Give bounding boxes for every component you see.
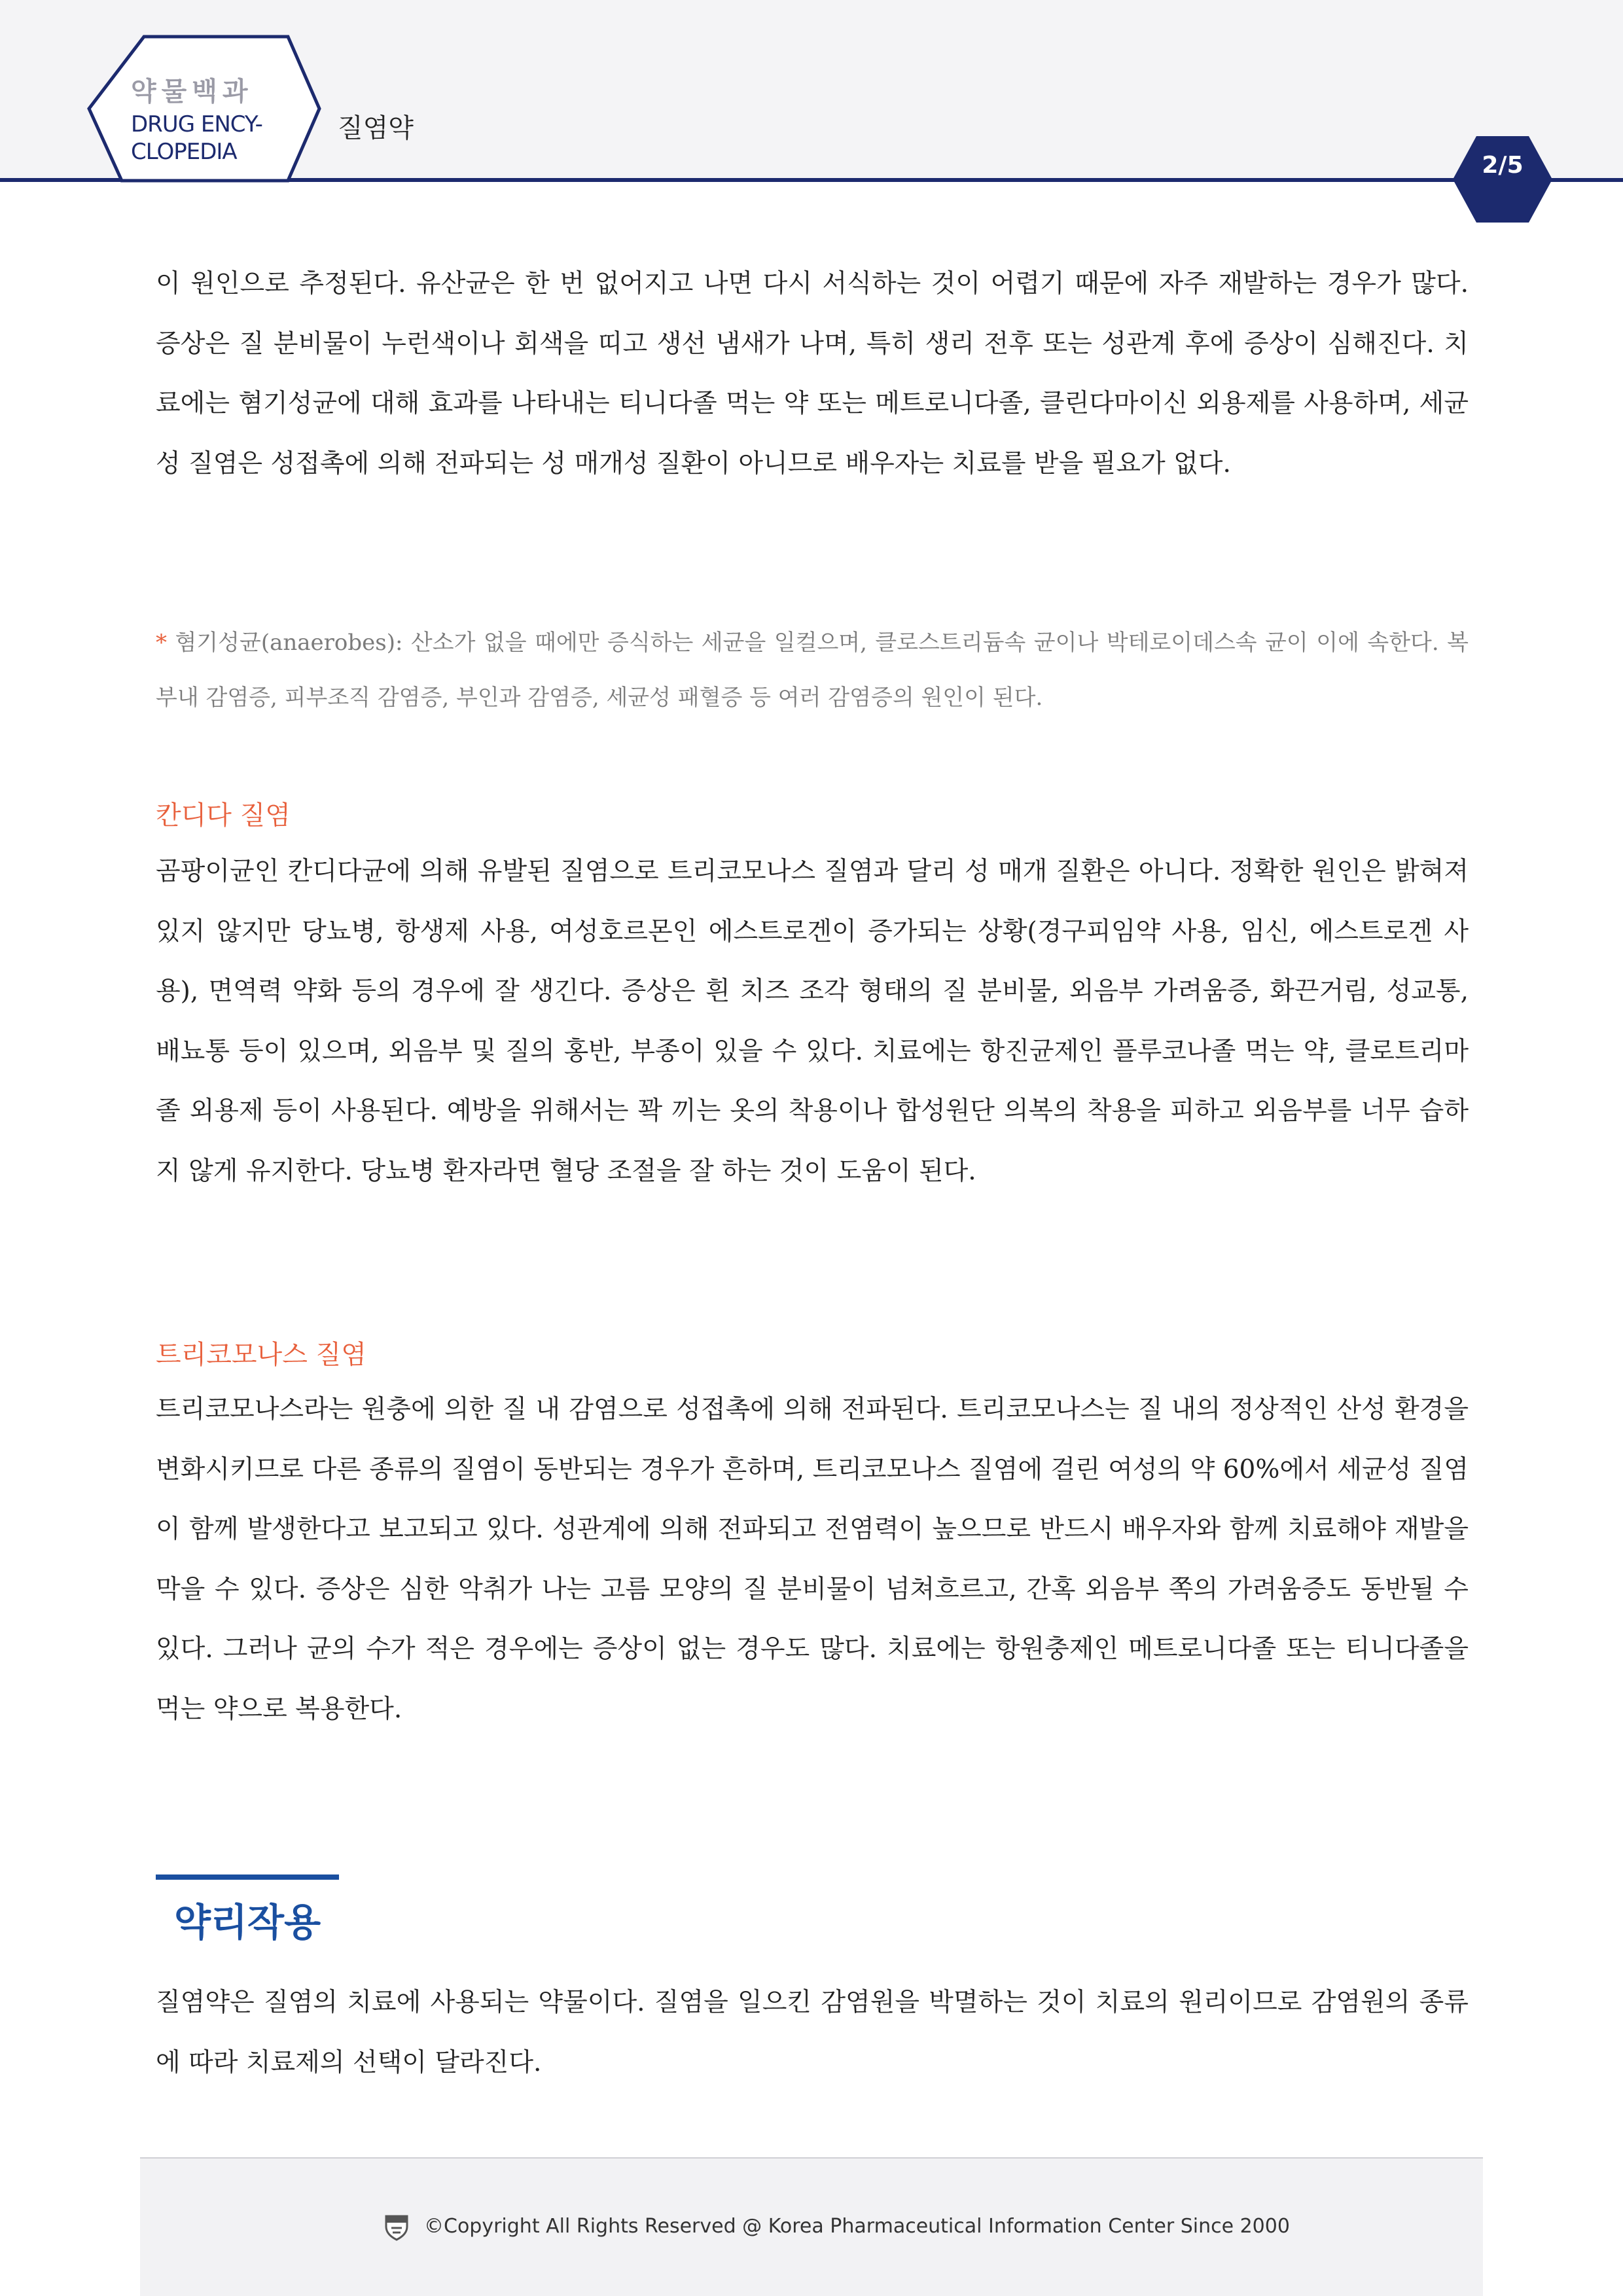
logo-english-line2: CLOPEDIA — [131, 139, 237, 165]
logo-korean: 약물백과 — [131, 77, 253, 107]
trichomonas-heading: 트리코모나스 질염 — [156, 1340, 366, 1370]
shield-emblem-icon — [382, 2212, 411, 2241]
section-title-pharmacology: 약리작용 — [174, 1900, 321, 1945]
footnote-mark: * — [156, 630, 167, 656]
trichomonas-paragraph: 트리코모나스라는 원충에 의한 질 내 감염으로 성접촉에 의해 전파된다. 트리코모나스는 질 내의 정상적인 산성 환경을 변화시키므로 다른 종류의 질염이 동반되는 경우가 흔하며, 트리코모나스 질염에 걸린 여성의 약 60%에서 세균성 질염이 함께 발생한다고 보고되고 있다. 성관계에 의해 전파되고 전염력이 높으므로 반드시 배우자와 함께 치료해야 재발을 막을 수 있다. 증상은 심한 악취가 나는 고름 모양의 질 분비물이 넘쳐흐르고, 간혹 외음부 쪽의 가려움증도 동반될 수 있다. 그러나 균의 수가 적은 경우에는 증상이 없는 경우도 많다. 치료에는 항원충제인 메트로니다졸 또는 티니다졸을 먹는 약으로 복용한다. — [156, 1395, 1469, 1724]
page-number: 2/5 — [1482, 152, 1524, 179]
footnote-text: 혐기성균(anaerobes): 산소가 없을 때에만 증식하는 세균을 일컬으며, 클로스트리듐속 균이나 박테로이데스속 균이 이에 속한다. 복부내 감염증, 피부조직 감염증, 부인과 감염증, 세균성 패혈증 등 여러 감염증의 원인이 된다. — [156, 630, 1469, 711]
section-accent-bar — [156, 1874, 339, 1880]
candida-paragraph: 곰팡이균인 칸디다균에 의해 유발된 질염으로 트리코모나스 질염과 달리 성 매개 질환은 아니다. 정확한 원인은 밝혀져 있지 않지만 당뇨병, 항생제 사용, 여성호르몬인 에스트로겐이 증가되는 상황(경구피임약 사용, 임신, 에스트로겐 사용), 면역력 약화 등의 경우에 잘 생긴다. 증상은 흰 치즈 조각 형태의 질 분비물, 외음부 가려움증, 화끈거림, 성교통, 배뇨통 등이 있으며, 외음부 및 질의 홍반, 부종이 있을 수 있다. 치료에는 항진균제인 플루코나졸 먹는 약, 클로트리마졸 외용제 등이 사용된다. 예방을 위해서는 꽉 끼는 옷의 착용이나 합성원단 의복의 착용을 피하고 외음부를 너무 습하지 않게 유지한다. 당뇨병 환자라면 혈당 조절을 잘 하는 것이 도움이 된다. — [156, 857, 1469, 1186]
copyright-text: ©Copyright All Rights Reserved @ Korea Pharmaceutical Information Center Since 2000 — [424, 2215, 1290, 2238]
document-title: 질염약 — [338, 113, 414, 143]
intro-paragraph: 이 원인으로 추정된다. 유산균은 한 번 없어지고 나면 다시 서식하는 것이 어렵기 때문에 자주 재발하는 경우가 많다. 증상은 질 분비물이 누런색이나 회색을 띠고 생선 냄새가 나며, 특히 생리 전후 또는 성관계 후에 증상이 심해진다. 치료에는 혐기성균에 대해 효과를 나타내는 티니다졸 먹는 약 또는 메트로니다졸, 클린다마이신 외용제를 사용하며, 세균성 질염은 성접촉에 의해 전파되는 성 매개성 질환이 아니므로 배우자는 치료를 받을 필요가 없다. — [156, 269, 1469, 478]
logo-english-line1: DRUG ENCY- — [131, 111, 262, 137]
footnote — [156, 615, 1469, 725]
candida-heading: 칸디다 질염 — [156, 800, 291, 831]
page-number-hexagon-icon — [1452, 134, 1554, 225]
pharmacology-paragraph: 질염약은 질염의 치료에 사용되는 약물이다. 질염을 일으킨 감염원을 박멸하는 것이 치료의 원리이므로 감염원의 종류에 따라 치료제의 선택이 달라진다. — [156, 1988, 1469, 2077]
